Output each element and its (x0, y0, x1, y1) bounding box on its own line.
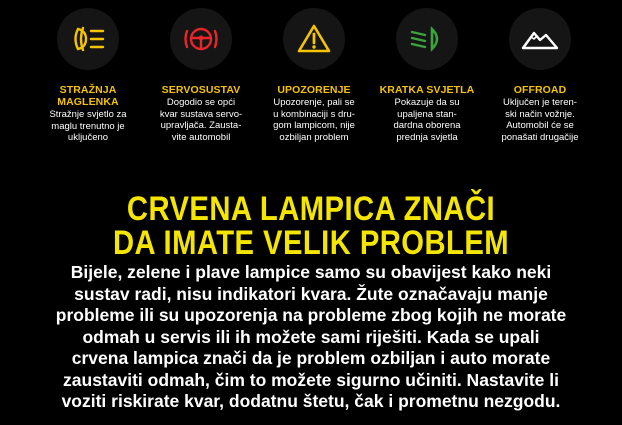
warning-triangle-icon (283, 8, 345, 70)
indicator-rear-fog (36, 8, 140, 144)
rear-fog-light-icon (57, 8, 119, 70)
body-line: sustav radi, nisu indikatori kvara. Žute označavaju manje (74, 283, 548, 304)
offroad-mountain-icon (509, 8, 571, 70)
steering-wheel-warning-icon (170, 8, 232, 70)
indicator-power-steering (149, 8, 253, 144)
body-line: odmah u servis ili ih možete sami riješiti. Kada se upali (82, 326, 540, 347)
indicator-title: OFFROAD (513, 84, 567, 96)
body-line: zaustaviti odmah, čim to možete sigurno učiniti. Nastavite li (63, 369, 559, 390)
indicator-description: Uključen je teren- ski način vožnje. Automobil će se ponašati drugačije (501, 97, 579, 143)
indicator-description: Pokazuje da su upaljena stan- dardna oborena prednja svjetla (393, 97, 461, 143)
indicator-offroad (488, 8, 592, 144)
headline-line: DA IMATE VELIK PROBLEM (112, 224, 510, 262)
indicator-description: Upozorenje, pali se u kombinaciji s dru- gom lampicom, nije ozbiljan problem (273, 97, 355, 143)
body-line: Bijele, zelene i plave lampice samo su obavijest kako neki (70, 262, 552, 282)
indicator-title: SERVOSUSTAV (161, 84, 241, 96)
body-paragraph (10, 262, 612, 413)
headline (44, 192, 579, 260)
body-line: probleme ili su upozorenja na probleme zbog kojih ne morate (55, 305, 567, 325)
indicator-row (36, 8, 592, 144)
indicator-title: KRATKA SVJETLA (379, 84, 475, 96)
low-beam-icon (396, 8, 458, 70)
indicator-warning (262, 8, 366, 144)
indicator-description: Stražnje svjetlo za maglu trenutno je uključeno (49, 109, 127, 143)
headline-line: CRVENA LAMPICA ZNAČI (126, 190, 496, 228)
indicator-low-beam (375, 8, 479, 144)
indicator-title: UPOZORENJE (277, 84, 351, 96)
indicator-description: Dogodio se opći kvar sustava servo- upravljača. Zausta- vite automobil (159, 97, 243, 143)
indicator-title: STRAŽNJA MAGLENKA (57, 84, 119, 108)
body-line: crvena lampica znači da je problem ozbiljan i auto morate (71, 348, 551, 368)
body-line: voziti riskirate kvar, dodatnu štetu, čak i prometnu nezgodu. (61, 391, 561, 411)
